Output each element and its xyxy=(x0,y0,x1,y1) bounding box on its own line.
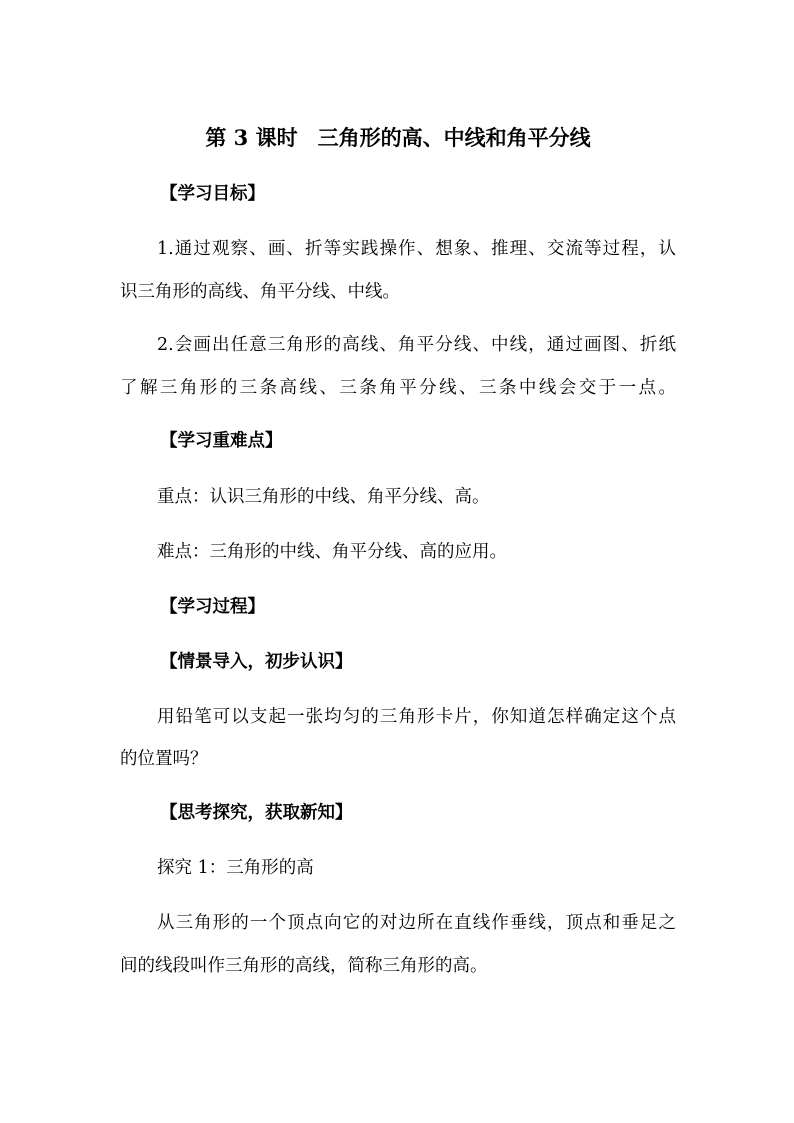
key-point: 重点：认识三角形的中线、角平分线、高。 xyxy=(157,487,490,507)
difficult-point: 难点：三角形的中线、角平分线、高的应用。 xyxy=(157,542,507,562)
lesson-topic: 三角形的高、中线和角平分线 xyxy=(317,125,591,150)
objective-2-line-2: 了解三角形的三条高线、三条角平分线、三条中线会交于一点。 xyxy=(120,378,676,398)
intro-line-2: 的位置吗？ xyxy=(120,749,208,769)
definition-line-1: 从三角形的一个顶点向它的对边所在直线作垂线，顶点和垂足之 xyxy=(157,913,676,933)
definition-line-2: 间的线段叫作三角形的高线，简称三角形的高。 xyxy=(120,956,488,976)
lesson-title xyxy=(120,122,676,152)
objective-2-line-1: 2.会画出任意三角形的高线、角平分线、中线，通过画图、折纸 xyxy=(157,335,676,355)
objective-1-line-1: 1.通过观察、画、折等实践操作、想象、推理、交流等过程，认 xyxy=(157,239,676,259)
lesson-number: 第 3 课时 xyxy=(205,125,298,150)
explore-heading: 【思考探究，获取新知】 xyxy=(160,803,353,823)
objective-1-line-2: 识三角形的高线、角平分线、中线。 xyxy=(120,282,400,302)
intro-heading: 【情景导入，初步认识】 xyxy=(160,652,353,672)
key-points-heading: 【学习重难点】 xyxy=(160,431,283,451)
objectives-heading: 【学习目标】 xyxy=(160,184,265,204)
explore-1-title: 探究 1：三角形的高 xyxy=(157,858,314,878)
process-heading: 【学习过程】 xyxy=(160,597,265,617)
intro-line-1: 用铅笔可以支起一张均匀的三角形卡片，你知道怎样确定这个点 xyxy=(157,707,676,727)
